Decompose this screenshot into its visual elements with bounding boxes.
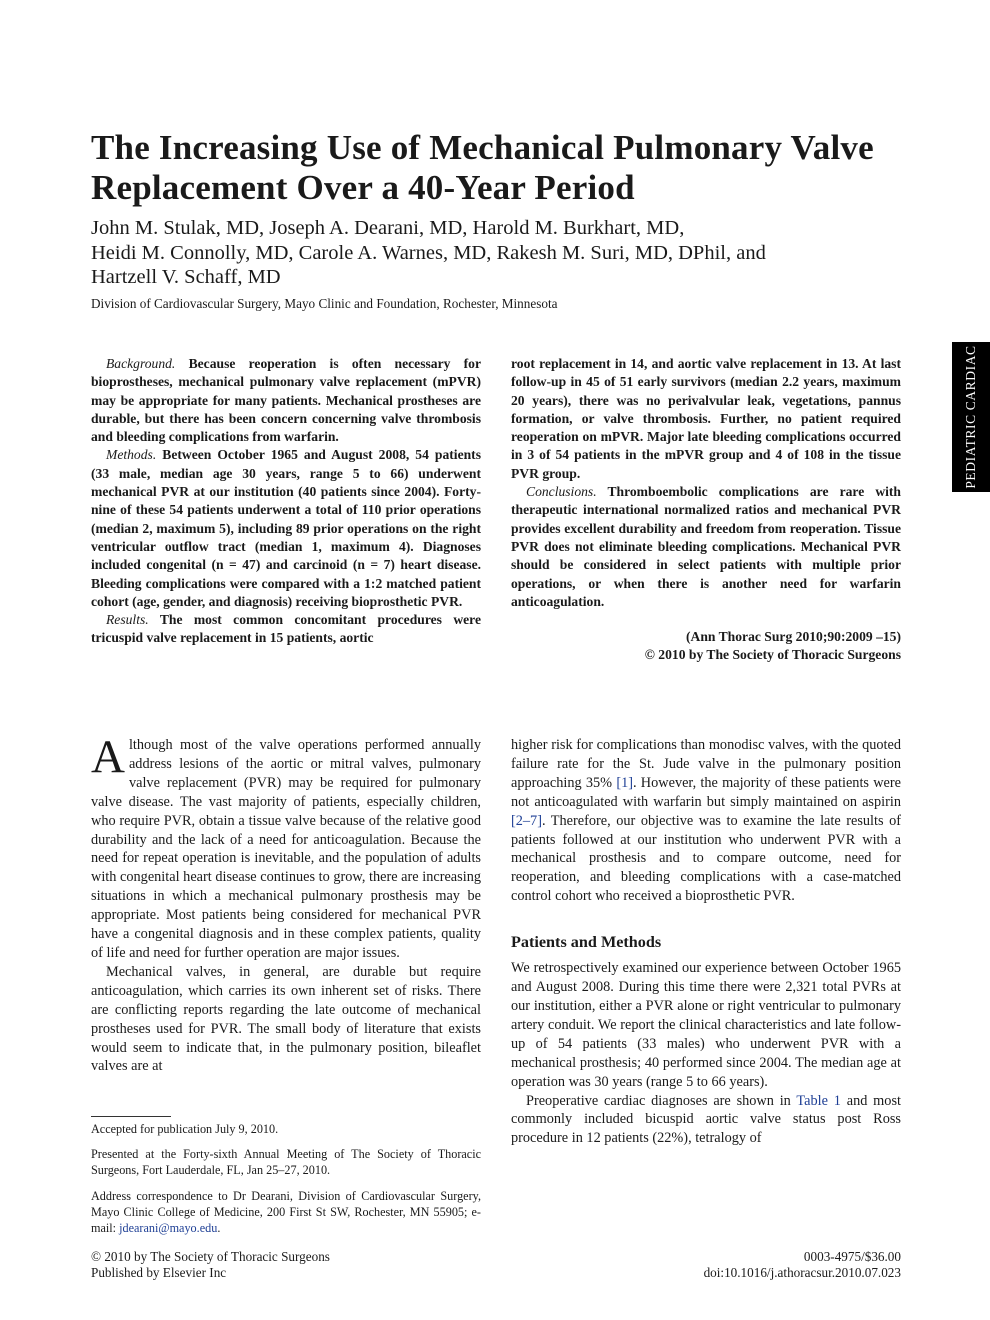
abstract-results [91,611,481,648]
abstract-conclusions [511,483,901,611]
footnote-address-text: Address correspondence to Dr Dearani, Division of Cardiovascular Surgery, Mayo Clinic College of Medicine, 200 First St SW, Rochester, MN 55905; e-mail: [91,1188,481,1236]
intro-paragraph-1 [91,731,481,963]
abstract-background [91,355,481,446]
footnote-address-period: . [217,1221,221,1236]
abstract-results-text-a: The most common concomitant procedures were tricuspid valve replacement in 15 patients, aortic [91,612,481,646]
abstract-left-column [91,355,481,648]
footer-doi: doi:10.1016/j.athoracsur.2010.07.023 [703,1265,901,1280]
abstract-conclusions-label: Conclusions. [526,484,597,500]
body-right-column [511,736,901,1148]
footnotes [91,1121,481,1245]
section-tab [952,342,990,492]
abstract-methods [91,446,481,611]
author-line-1: John M. Stulak, MD, Joseph A. Dearani, MD, Harold M. Burkhart, MD, [91,217,685,239]
drop-cap: A [91,731,125,783]
abstract-copyright: © 2010 by The Society of Thoracic Surgeons [644,647,901,663]
footer-right [704,1249,901,1281]
section-tab-label: PEDIATRIC CARDIAC [963,345,978,489]
author-list [91,216,911,290]
abstract-background-label: Background. [106,356,176,371]
footer-left [91,1249,330,1281]
body-left-column [91,731,481,1076]
methods-paragraph-2 [511,1092,901,1149]
citation-text: (Ann Thorac Surg 2010;90:2009 –15) [686,629,901,645]
author-line-3: Hartzell V. Schaff, MD [91,266,281,288]
abstract-right-column [511,355,901,665]
footnote-rule [91,1116,171,1117]
abstract-results-label: Results. [106,612,149,628]
reference-link-2-7[interactable]: [2–7] [511,812,542,829]
footnote-address [91,1188,481,1237]
footer-issn-price: 0003-4975/$36.00 [803,1249,901,1264]
affiliation: Division of Cardiovascular Surgery, Mayo Clinic and Foundation, Rochester, Minnesota [91,296,558,311]
journal-citation [511,628,901,665]
methods-paragraph-1: We retrospectively examined our experience between October 1965 and August 2008. During this time there were 2,321 total PVRs at our institution, either a PVR alone or right ventricular to pulmonary artery conduit. We report the clinical characteristics and late follow-up of 54 patients (33 males) who underwent PVR with a mechanical prosthesis; 40 performed since 2004. The median age at operation was 30 years (range 5 to 66 years). [511,960,901,1090]
author-line-2: Heidi M. Connolly, MD, Carole A. Warnes, MD, Rakesh M. Suri, MD, DPhil, and [91,241,766,264]
footer-publisher: Published by Elsevier Inc [91,1265,227,1280]
intro-continued-text-3: . Therefore, our objective was to examine the late results of patients followed at our institution who underwent PVR with a mechanical prosthesis and to compare outcome, need for reoperation, and bleeding complications with a case-matched control cohort who received a bioprosthetic PVR. [511,812,901,905]
methods-paragraph-2-text-1: Preoperative cardiac diagnoses are shown in [526,1092,791,1109]
section-heading-patients-methods: Patients and Methods [511,933,662,952]
footnote-accepted: Accepted for publication July 9, 2010. [91,1122,279,1136]
abstract-methods-text: Between October 1965 and August 2008, 54 patients (33 male, median age 30 years, range 5 to 66) underwent mechanical PVR at our institution (40 patients since 2004). Forty-nine of these 54 patients underwent a total of 110 prior operations (median 2, maximum 5), including 89 prior operations on the right ventricular outflow tract (median 1, maximum 4). Diagnoses included congenital (n = 47) and carcinoid (n = 7) heart disease. Bleeding complications were compared with a 1:2 matched patient cohort (age, gender, and diagnosis) receiving bioprosthetic PVR. [91,447,481,609]
methods-paragraph-2-text-2: and most commonly included bicuspid aortic valve status post Ross procedure in 12 patients (22%), tetralogy of [511,1092,901,1147]
footer-copyright: © 2010 by The Society of Thoracic Surgeons [91,1249,330,1264]
abstract-methods-label: Methods. [106,447,157,463]
abstract-conclusions-text: Thromboembolic complications are rare with therapeutic international normalized ratios and mechanical PVR provides excellent durability and freedom from reoperation. Tissue PVR does not eliminate bleeding complications. Mechanical PVR should be considered in select patients with multiple prior operations, or when there is another need for warfarin anticoagulation. [511,484,901,609]
author-email-link[interactable]: jdearani@mayo.edu [119,1221,218,1236]
intro-continued-text-1: higher risk for complications than monodisc valves, with the quoted failure rate for the St. Jude valve in the pulmonary position approaching 35% [511,737,901,791]
abstract-results-continued: root replacement in 14, and aortic valve replacement in 13. At last follow-up in 45 of 51 early survivors (median 2.2 years, maximum 20 years), there was no perivalvular leak, vegetations, pannus formation, or valve thrombosis. Further, no patient required reoperation on mPVR. Major late bleeding complications occurred in 3 of 54 patients in the mPVR group and 4 of 108 in the tissue PVR group. [511,356,901,481]
reference-link-1[interactable]: [1] [616,774,633,791]
abstract-background-text: Because reoperation is often necessary for bioprostheses, mechanical pulmonary valve replacement (mPVR) may be appropriate for many patients. Mechanical prostheses are durable, but there has been concern concerning valve thrombosis and bleeding complications from warfarin. [91,356,481,445]
footnote-presented: Presented at the Forty-sixth Annual Meeting of The Society of Thoracic Surgeons, Fort Lauderdale, FL, Jan 25–27, 2010. [91,1147,481,1178]
intro-paragraph-2-continued [511,736,901,906]
intro-paragraph-2: Mechanical valves, in general, are durable but require anticoagulation, which carries its own inherent set of risks. There are conflicting reports regarding the late outcome of mechanical prostheses used for PVR. The small body of literature that exists would seem to indicate that, in the pulmonary position, bileaflet valves are at [91,963,481,1075]
intro-paragraph-1-text: lthough most of the valve operations performed annually address lesions of the aortic or mitral valves, pulmonary valve replacement (PVR) may be required for pulmonary valve disease. The vast majority of patients, especially children, who require PVR, obtain a tissue valve because of the relative good durability and the lack of a need for anticoagulation. Because the need for repeat operation is inevitable, and the population of adults with congenital heart disease continues to grow, there are increasing situations in which a mechanical pulmonary prosthesis may be appropriate. Most patients being considered for mechanical PVR have a congenital diagnosis and in these complex patients, quality of life and need for further operation are major issues. [91,737,481,961]
table-1-link[interactable]: Table 1 [796,1092,841,1109]
article-title: The Increasing Use of Mechanical Pulmonary Valve Replacement Over a 40-Year Period [91,128,874,207]
intro-continued-text-2: . However, the majority of these patients were not anticoagulated with warfarin but simply maintained on aspirin [511,774,901,810]
